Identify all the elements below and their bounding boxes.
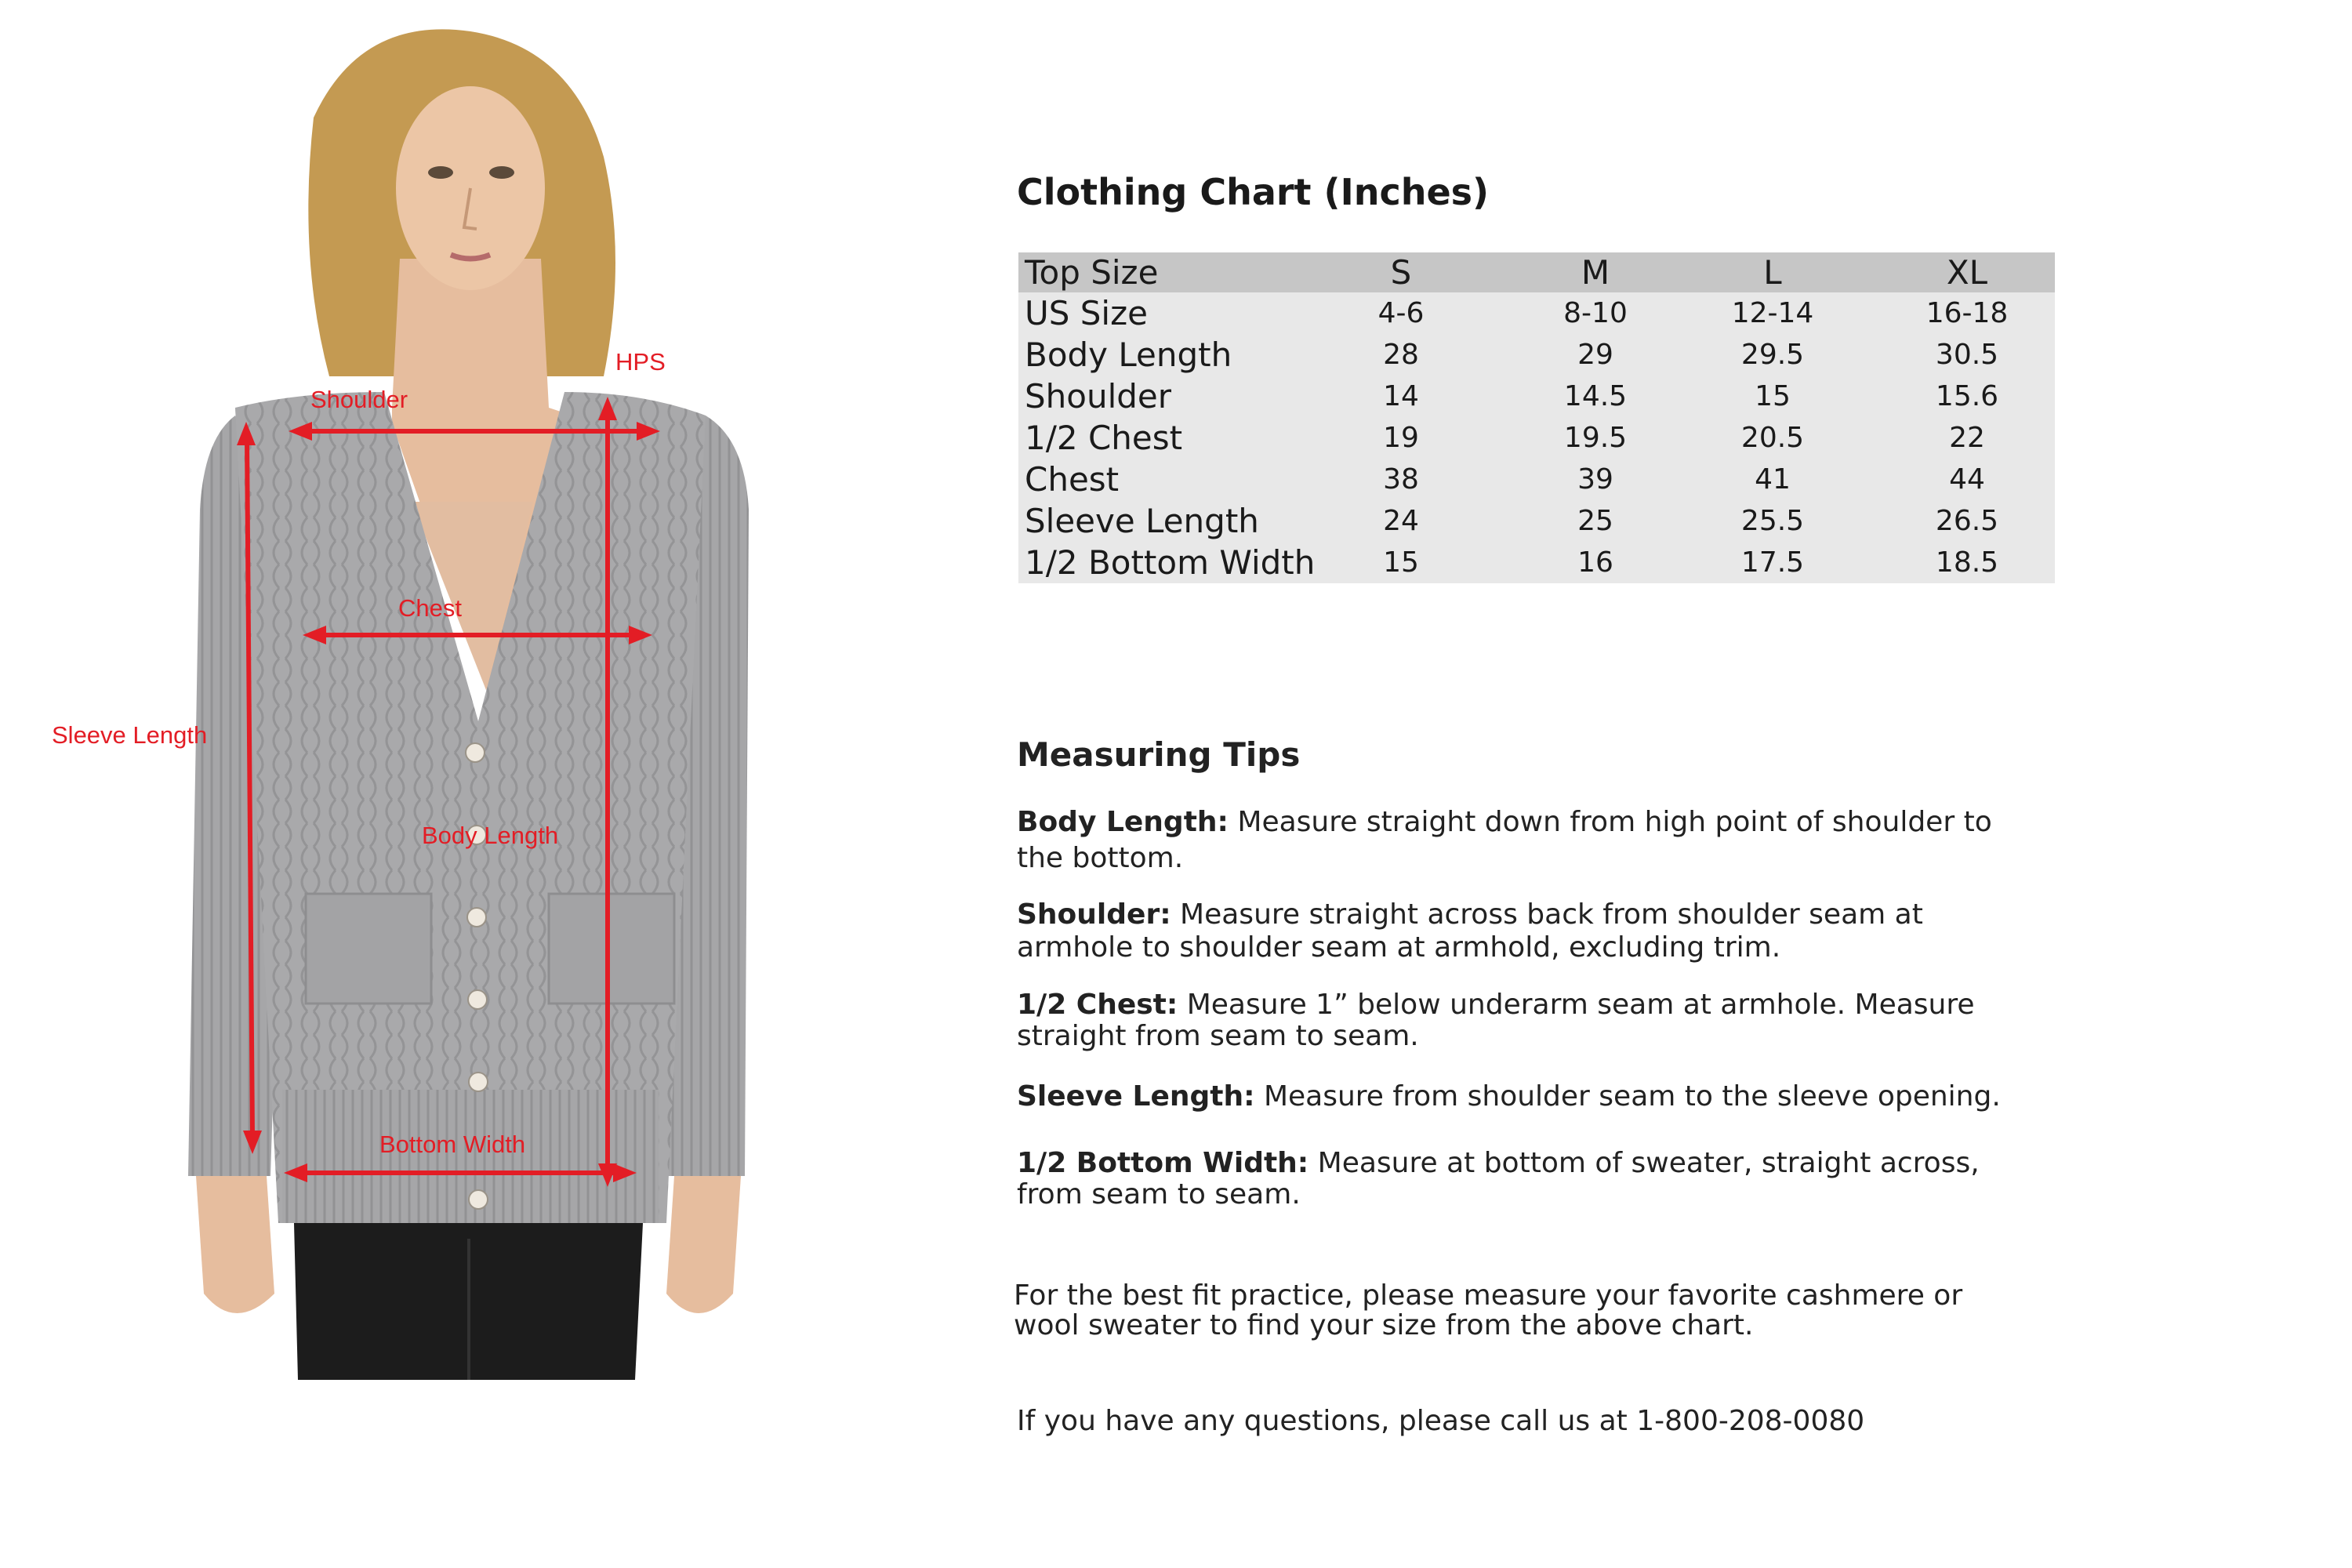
row-label: 1/2 Bottom Width	[1025, 543, 1316, 582]
table-cell: 4-6	[1377, 297, 1425, 329]
header-label: Top Size	[1025, 253, 1159, 292]
bottom-width-label: Bottom Width	[379, 1131, 526, 1158]
table-cell: 17.5	[1740, 546, 1805, 579]
tip-term: 1/2 Chest:	[1017, 989, 1178, 1021]
model-illustration	[0, 0, 784, 1380]
table-cell: 25.5	[1740, 505, 1805, 537]
row-label: US Size	[1025, 294, 1148, 332]
table-row	[1018, 542, 2055, 583]
header-size: M	[1581, 253, 1610, 292]
tip-term: 1/2 Bottom Width:	[1017, 1147, 1309, 1179]
tip-text: Measure straight down from high point of shoulder to the bottom.	[1017, 806, 1992, 874]
sleeve-length-label: Sleeve Length	[52, 721, 208, 749]
table-row	[1018, 334, 2055, 376]
row-label: Shoulder	[1025, 377, 1172, 416]
tip-body-length	[1017, 804, 2036, 877]
shoulder-label: Shoulder	[310, 386, 408, 413]
size-table	[1018, 252, 2055, 583]
row-label: Body Length	[1025, 336, 1232, 374]
best-fit-note: For the best fit practice, please measure your favorite cashmere or wool sweater to find your size from the above chart.	[1014, 1279, 1963, 1341]
header-size: XL	[1946, 253, 1988, 292]
hps-label: HPS	[615, 348, 666, 376]
table-row	[1018, 417, 2055, 459]
table-cell: 44	[1949, 463, 1985, 495]
tip-sleeve-length	[1017, 1079, 2036, 1115]
table-cell: 41	[1755, 463, 1791, 495]
table-cell: 26.5	[1935, 505, 1999, 537]
table-row	[1018, 292, 2055, 334]
table-cell: 28	[1383, 339, 1419, 371]
table-cell: 16	[1577, 546, 1613, 579]
table-cell: 12-14	[1731, 297, 1814, 329]
tip-text: Measure straight across back from shoulder seam at armhole to shoulder seam at armhold, excluding trim.	[1017, 898, 1923, 964]
pants	[294, 1223, 643, 1380]
body-length-label: Body Length	[422, 822, 559, 849]
table-cell: 16-18	[1926, 297, 2009, 329]
tip-shoulder	[1017, 898, 2036, 964]
table-cell: 18.5	[1935, 546, 1999, 579]
table-cell: 19	[1383, 422, 1419, 454]
model-figure	[0, 0, 784, 1380]
chart-title: Clothing Chart (Inches)	[1017, 171, 1490, 213]
tip-half-bottom-width	[1017, 1148, 2036, 1210]
table-cell: 19.5	[1563, 422, 1628, 454]
table-cell: 20.5	[1740, 422, 1805, 454]
table-cell: 29	[1577, 339, 1613, 371]
table-cell: 25	[1577, 505, 1613, 537]
face	[396, 86, 545, 290]
row-label: 1/2 Chest	[1025, 419, 1183, 457]
tip-term: Body Length:	[1017, 806, 1229, 838]
table-body	[1018, 292, 2055, 583]
tip-text: Measure from shoulder seam to the sleeve opening.	[1254, 1080, 2001, 1112]
table-cell: 24	[1383, 505, 1419, 537]
row-label: Chest	[1025, 460, 1120, 499]
header-size: S	[1390, 253, 1412, 292]
table-cell: 22	[1949, 422, 1985, 454]
table-cell: 39	[1577, 463, 1613, 495]
contact-note: If you have any questions, please call us at 1-800-208-0080	[1017, 1405, 1865, 1437]
table-cell: 15	[1755, 380, 1791, 412]
table-cell: 8-10	[1563, 297, 1628, 329]
chest-label: Chest	[398, 594, 462, 622]
row-label: Sleeve Length	[1025, 502, 1259, 540]
tip-term: Sleeve Length:	[1017, 1080, 1255, 1112]
table-row	[1018, 500, 2055, 542]
table-row	[1018, 459, 2055, 500]
tip-text: Measure at bottom of sweater, straight across, from seam to seam.	[1017, 1147, 1980, 1210]
table-header-row	[1018, 252, 2055, 292]
header-size: L	[1763, 253, 1782, 292]
table-cell: 30.5	[1935, 339, 1999, 371]
table-cell: 14	[1383, 380, 1419, 412]
table-cell: 15	[1383, 546, 1419, 579]
table-cell: 15.6	[1935, 380, 1999, 412]
tip-half-chest	[1017, 989, 2036, 1052]
table-cell: 14.5	[1563, 380, 1628, 412]
tip-text: Measure 1” below underarm seam at armhole. Measure straight from seam to seam.	[1017, 989, 1975, 1052]
table-cell: 38	[1383, 463, 1419, 495]
tips-title: Measuring Tips	[1017, 735, 1301, 774]
table-row	[1018, 376, 2055, 417]
tip-term: Shoulder:	[1017, 898, 1171, 931]
table-cell: 29.5	[1740, 339, 1805, 371]
